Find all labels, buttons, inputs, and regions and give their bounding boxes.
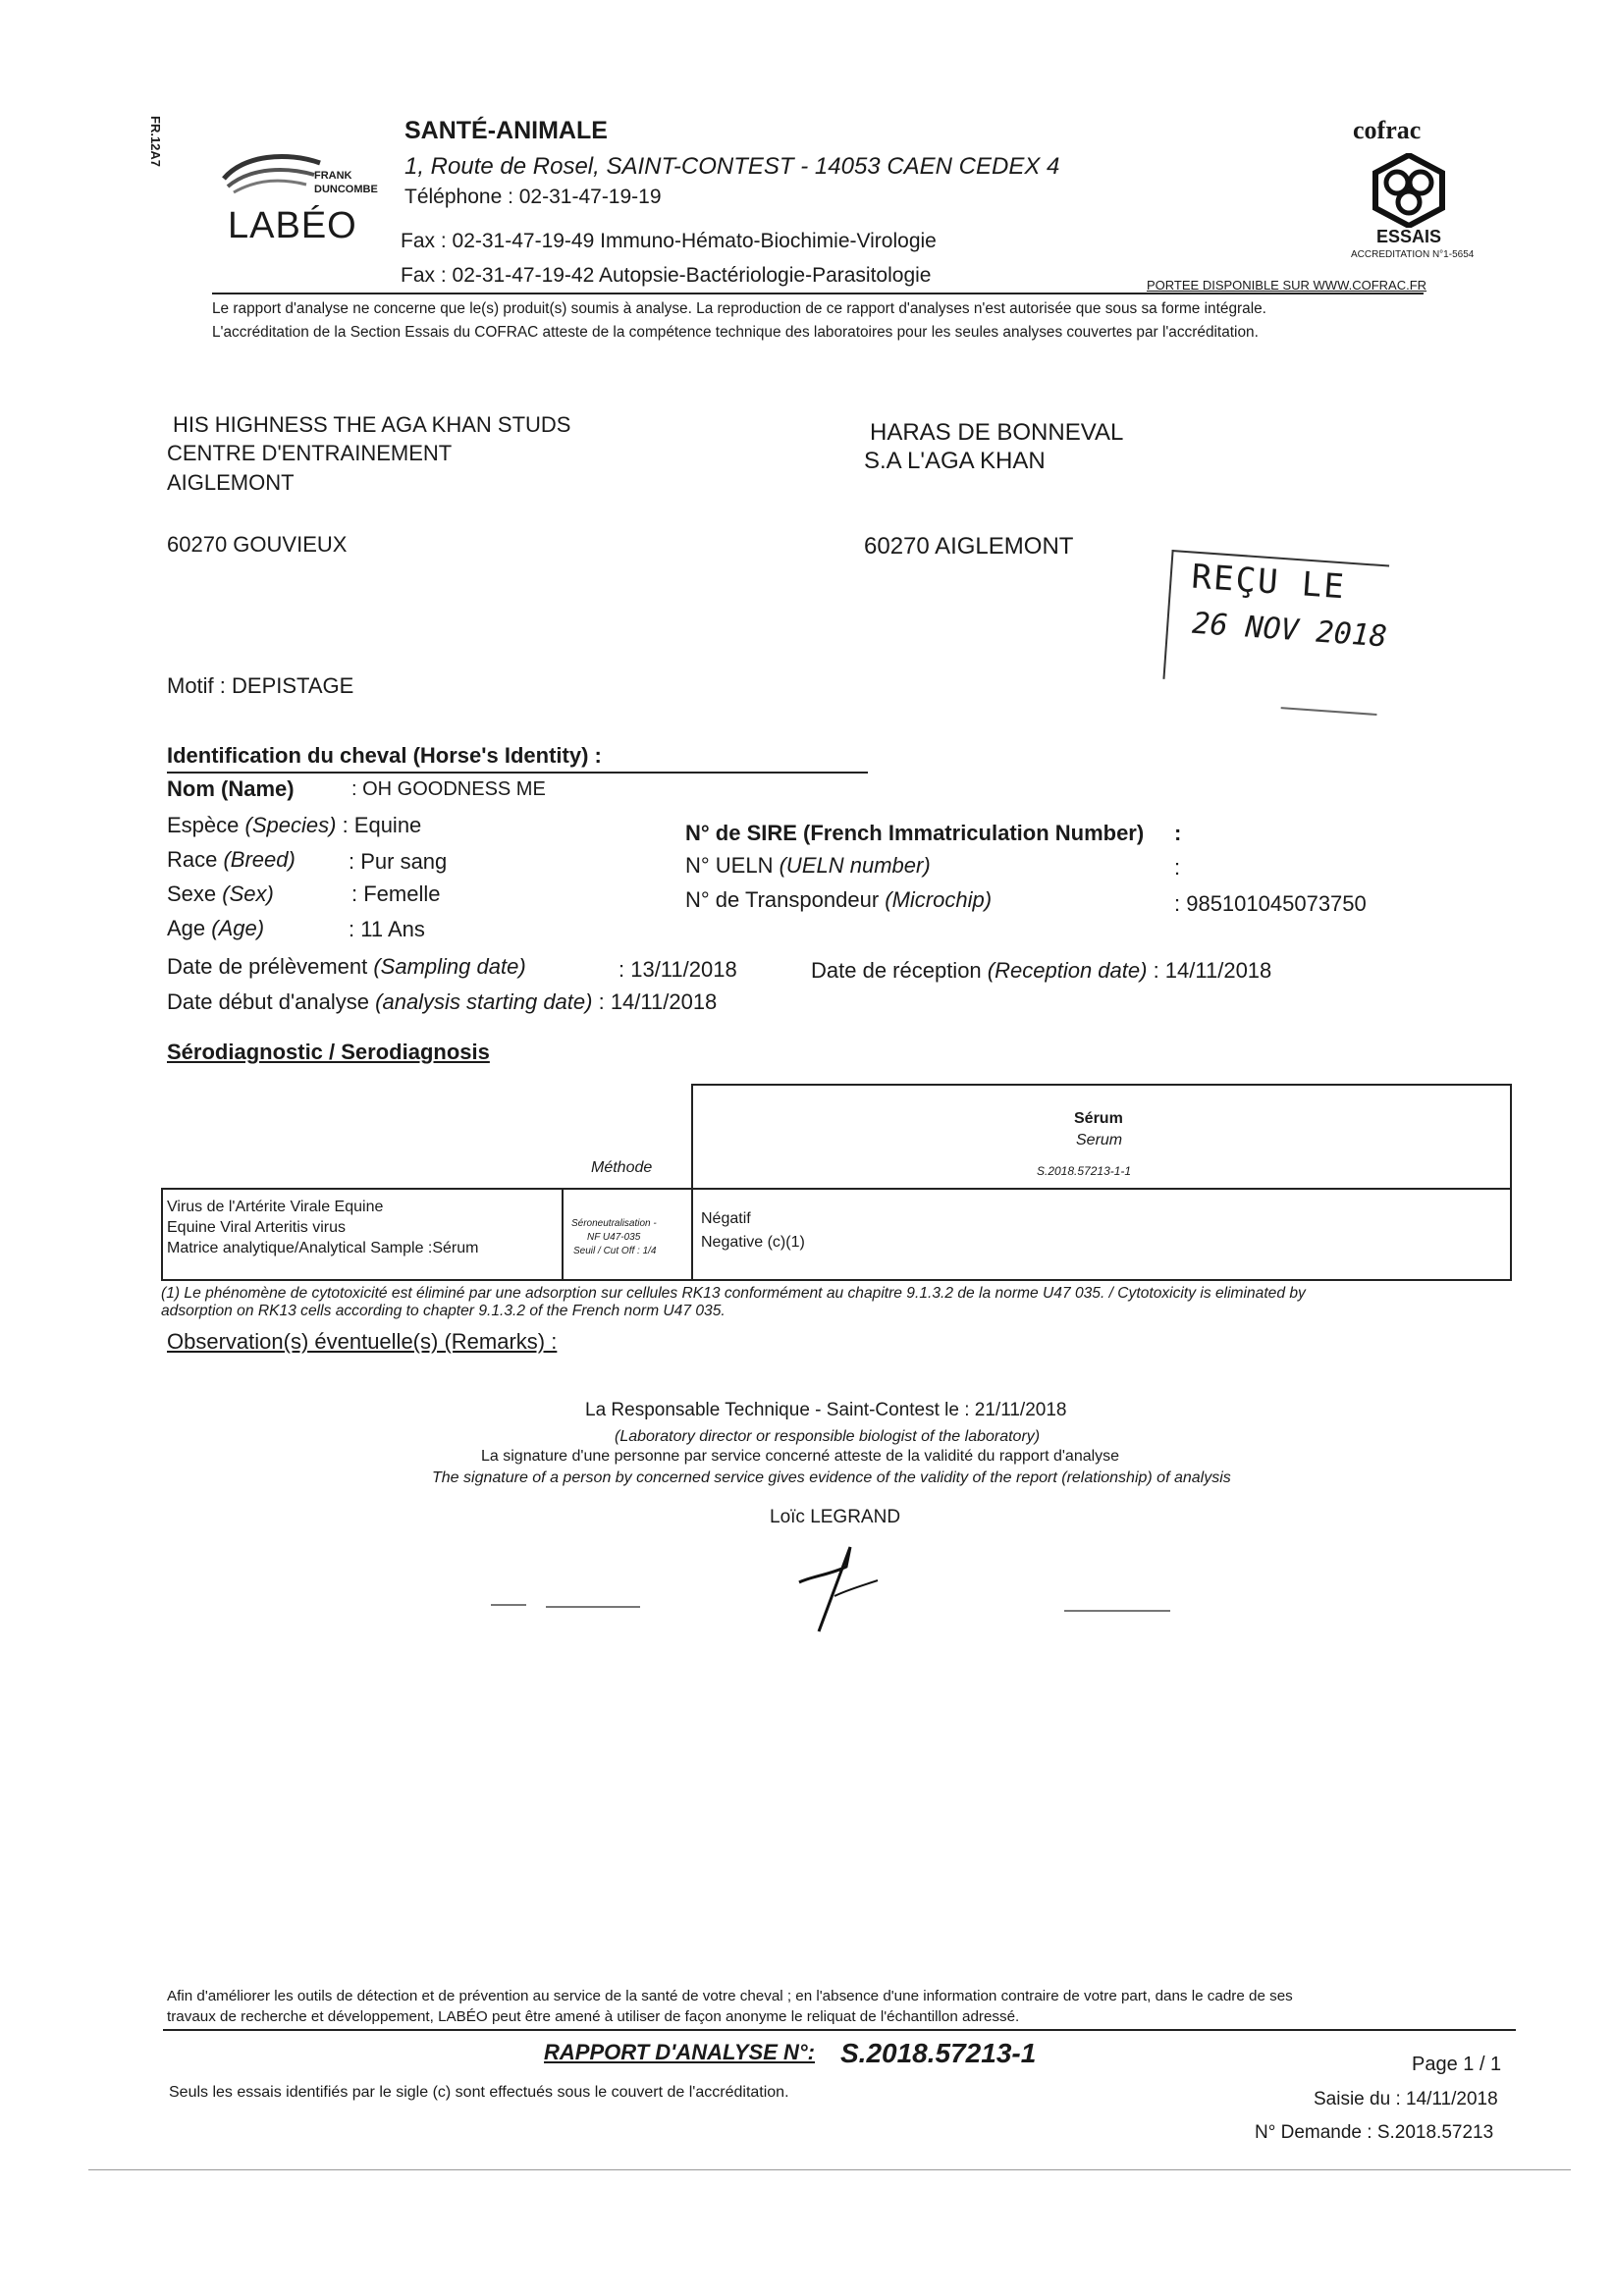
logo-subtitle-2: DUNCOMBE [314, 184, 378, 195]
footnote-line-1: (1) Le phénomène de cytotoxicité est éliminé par une adsorption sur cellules RK13 conformément au chapitre 9.1.3.2 de la norme U47 035. / Cytotoxicity is eliminated by [161, 1285, 1306, 1302]
sire-value: : [1174, 821, 1182, 845]
transponder-label: N° de Transpondeur (Microchip) [685, 887, 993, 912]
motif: Motif : DEPISTAGE [167, 673, 354, 698]
disclaimer-line-1: Le rapport d'analyse ne concerne que le(s) produit(s) soumis à analyse. La reproduction de ce rapport d'analyses n'est autorisée que sous sa forme intégrale. [212, 300, 1266, 317]
recipient-line-1: HARAS DE BONNEVAL [870, 419, 1124, 446]
serology-heading: Sérodiagnostic / Serodiagnosis [167, 1040, 490, 1064]
footnote-line-2: adsorption on RK13 cells according to chapter 9.1.3.2 of the French norm U47 035. [161, 1303, 726, 1319]
signature-line-4: The signature of a person by concerned service gives evidence of the validity of the report (relationship) of analysis [432, 1469, 1231, 1486]
scan-dash-1 [491, 1604, 526, 1606]
cofrac-logo [1335, 118, 1482, 299]
col-sample-id: S.2018.57213-1-1 [1037, 1164, 1132, 1178]
signature-line-2: (Laboratory director or responsible biologist of the laboratory) [615, 1428, 1041, 1445]
analysis-matrix: Matrice analytique/Analytical Sample :Sérum [167, 1240, 479, 1256]
analysis-name-en: Equine Viral Arteritis virus [167, 1219, 346, 1236]
report-label: RAPPORT D'ANALYSE N°: [544, 2040, 816, 2064]
lab-address: 1, Route de Rosel, SAINT-CONTEST - 14053 CAEN CEDEX 4 [404, 153, 1060, 180]
table-col-divider-1 [562, 1188, 564, 1281]
reception-date-label: Date de réception (Reception date) : 14/11/2018 [811, 958, 1272, 983]
species-label: Espèce (Species) : Equine [167, 813, 422, 837]
logo-swoosh-icon [218, 145, 326, 200]
logo-subtitle-1: FRANK [314, 170, 352, 182]
header-divider [212, 293, 1424, 294]
ueln-label: N° UELN (UELN number) [685, 853, 931, 878]
col-method-header: Méthode [591, 1159, 653, 1176]
sender-line-2: CENTRE D'ENTRAINEMENT [167, 441, 453, 465]
sex-label: Sexe (Sex) [167, 881, 274, 906]
sender-line-1: HIS HIGHNESS THE AGA KHAN STUDS [173, 412, 571, 437]
cofrac-brand: cofrac [1353, 116, 1422, 144]
result-en: Negative (c)(1) [701, 1234, 805, 1251]
signatory-name: Loïc LEGRAND [770, 1507, 901, 1527]
analysis-name-fr: Virus de l'Artérite Virale Equine [167, 1199, 384, 1215]
signature-line-1: La Responsable Technique - Saint-Contest le : 21/11/2018 [585, 1400, 1067, 1420]
logo-name: LABÉO [228, 205, 357, 246]
page-number: Page 1 / 1 [1412, 2054, 1502, 2075]
sampling-date-value: : 13/11/2018 [619, 957, 737, 982]
cofrac-essais: ESSAIS [1376, 227, 1442, 246]
scan-bottom-line [88, 2169, 1571, 2170]
observations: Observation(s) éventuelle(s) (Remarks) : [167, 1329, 558, 1354]
method-line-1: Séroneutralisation - [571, 1218, 657, 1229]
sire-label: N° de SIRE (French Immatriculation Number) [685, 821, 1145, 845]
transponder-value: : 985101045073750 [1174, 891, 1367, 916]
signature-scrawl-icon [791, 1537, 880, 1635]
saisie-date: Saisie du : 14/11/2018 [1314, 2089, 1498, 2109]
lab-phone: Téléphone : 02-31-47-19-19 [404, 186, 662, 208]
breed-value: : Pur sang [349, 849, 448, 874]
table-col-divider-2 [691, 1188, 693, 1281]
recipient-line-2: S.A L'AGA KHAN [864, 448, 1046, 474]
result-fr: Négatif [701, 1210, 751, 1227]
disclaimer-line-2: L'accréditation de la Section Essais du COFRAC atteste de la compétence technique des laboratoires pour les seules analyses couvertes par l'accréditation. [212, 324, 1259, 341]
cofrac-portee: PORTEE DISPONIBLE SUR WWW.COFRAC.FR [1147, 278, 1427, 293]
footer-notice-1: Afin d'améliorer les outils de détection et de prévention au service de la santé de votre cheval ; en l'absence d'une information contraire de votre part, dans le cadre de ses [167, 1988, 1293, 2004]
sender-line-3: AIGLEMONT [167, 470, 295, 495]
breed-label: Race (Breed) [167, 847, 296, 872]
stamp-line-1: REÇU LE [1190, 557, 1348, 608]
stamp-baseline [1281, 707, 1377, 716]
report-number: S.2018.57213-1 [840, 2038, 1037, 2068]
scan-dash-2 [546, 1606, 640, 1608]
accreditation-note: Seuls les essais identifiés par le sigle (c) sont effectués sous le couvert de l'accréditation. [169, 2084, 789, 2101]
col-sample-header-fr: Sérum [1074, 1110, 1123, 1127]
recipient-postal: 60270 AIGLEMONT [864, 533, 1074, 560]
document-code: FR.12A7 [148, 116, 163, 168]
cofrac-emblem-icon [1370, 153, 1448, 228]
footer-divider [163, 2029, 1516, 2031]
age-value: : 11 Ans [349, 917, 425, 941]
received-stamp [1153, 541, 1409, 724]
lab-fax-1: Fax : 02-31-47-19-49 Immuno-Hémato-Biochimie-Virologie [401, 230, 937, 252]
method-line-3: Seuil / Cut Off : 1/4 [573, 1246, 657, 1256]
analysis-start-label: Date début d'analyse (analysis starting date) : 14/11/2018 [167, 989, 718, 1014]
lab-fax-2: Fax : 02-31-47-19-42 Autopsie-Bactériologie-Parasitologie [401, 264, 932, 287]
lab-title: SANTÉ-ANIMALE [404, 117, 608, 144]
cofrac-accreditation: ACCREDITATION N°1-5654 [1351, 249, 1475, 260]
method-line-2: NF U47-035 [587, 1232, 641, 1243]
footer-notice-2: travaux de recherche et développement, LABÉO peut être amené à utiliser de façon anonyme le reliquat de l'échantillon adressé. [167, 2008, 1020, 2025]
demande-number: N° Demande : S.2018.57213 [1255, 2122, 1494, 2143]
sex-value: : Femelle [351, 881, 441, 906]
scan-dash-3 [1064, 1610, 1170, 1612]
identity-rule [167, 772, 868, 774]
signature-line-3: La signature d'une personne par service concerné atteste de la validité du rapport d'analyse [481, 1448, 1120, 1465]
sender-postal: 60270 GOUVIEUX [167, 532, 348, 557]
horse-name-label: Nom (Name) [167, 776, 295, 801]
identity-heading: Identification du cheval (Horse's Identity) : [167, 743, 602, 768]
horse-name-value: : OH GOODNESS ME [351, 778, 546, 800]
labeo-logo [214, 145, 410, 253]
age-label: Age (Age) [167, 916, 265, 940]
sampling-date-label: Date de prélèvement (Sampling date) [167, 954, 526, 979]
ueln-value: : [1174, 855, 1181, 880]
col-sample-header-en: Serum [1076, 1132, 1123, 1148]
stamp-line-2: 26 NOV 2018 [1191, 606, 1388, 655]
